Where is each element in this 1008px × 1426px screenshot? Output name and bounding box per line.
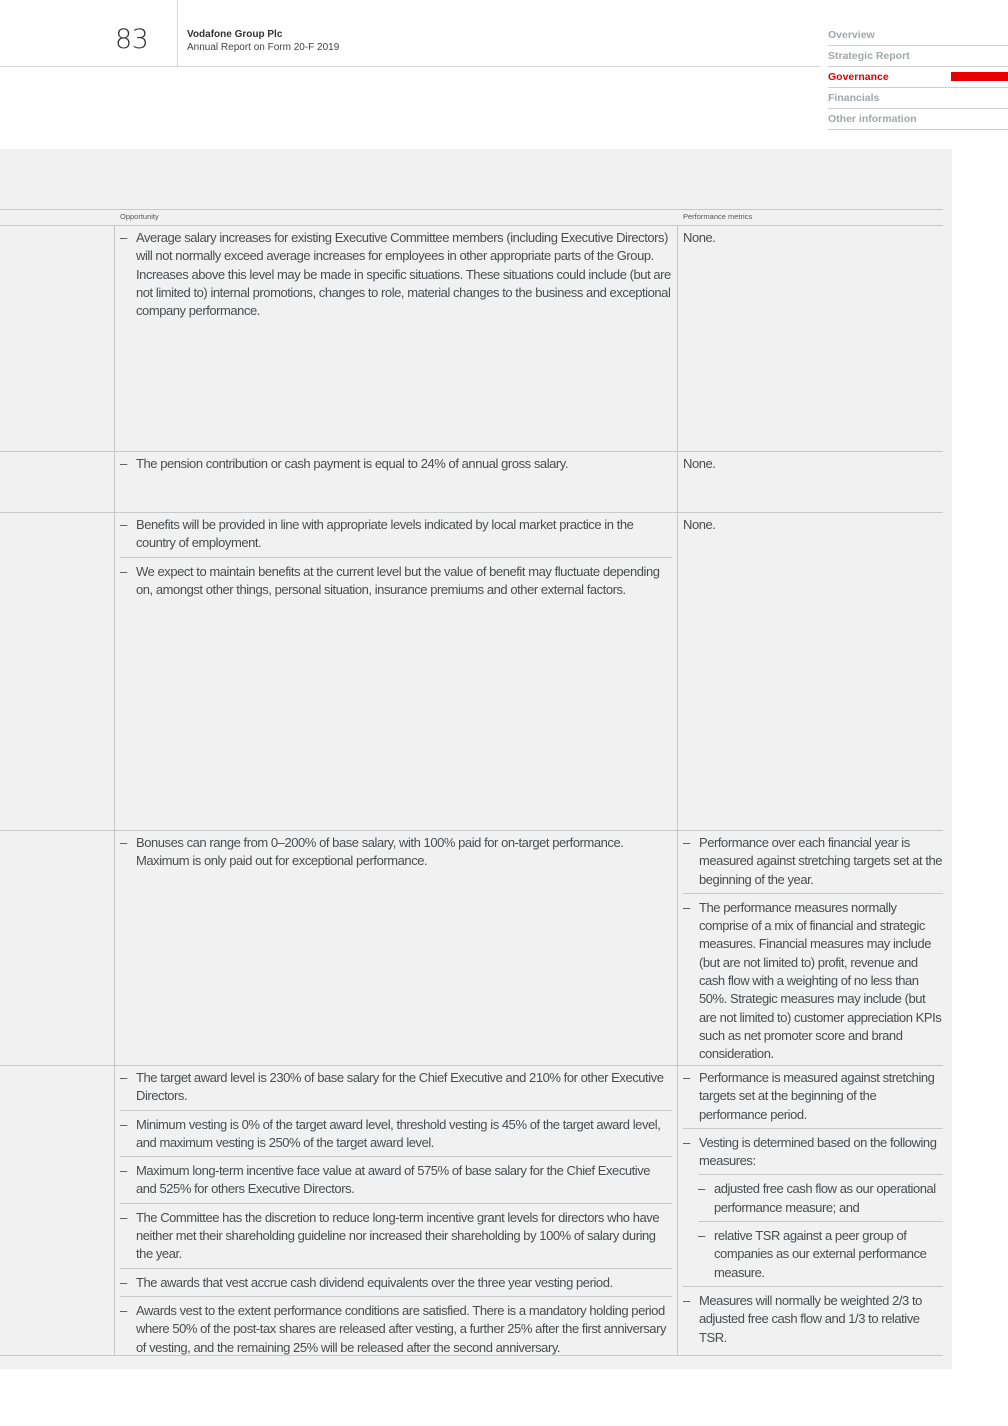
table-cell-item: – The target award level is 230% of base salary for the Chief Executive and 210% for other Executive Directors. — [120, 1069, 672, 1106]
row-rule — [0, 830, 943, 831]
table-cell-item: – Average salary increases for existing Executive Committee members (including Executive Directors) will not normally exceed average increases for employees in other appropriate parts of the Group. Increases above this level may be made in specific situations. These situations could include (but are not limited to) internal promotions, changes to role, material changes to the business and exceptional company performance. — [120, 229, 672, 320]
table-cell-subitem: – adjusted free cash flow as our operational performance measure; and — [698, 1180, 943, 1217]
item-divider — [120, 1203, 672, 1204]
table-cell-item: – Awards vest to the extent performance conditions are satisfied. There is a mandatory holding period where 50% of the post-tax shares are released after vesting, a further 25% after the first anniversary of vesting, and the remaining 25% will be released after the second anniversary. — [120, 1302, 672, 1357]
item-divider — [698, 1174, 943, 1175]
table-cell-item: – Minimum vesting is 0% of the target award level, threshold vesting is 45% of the target award level, and maximum vesting is 250% of the target award level. — [120, 1116, 672, 1153]
table-cell-item: – The Committee has the discretion to reduce long-term incentive grant levels for directors who have neither met their shareholding guideline nor increased their shareholding by 100% of salary during the year. — [120, 1209, 672, 1264]
table-cell-item: – Benefits will be provided in line with appropriate levels indicated by local market practice in the country of employment. — [120, 516, 672, 553]
nav-item-other-information[interactable] — [828, 109, 1008, 130]
table-top-rule — [0, 209, 943, 210]
nav-item-label: Financials — [828, 92, 880, 104]
nav-item-label: Strategic Report — [828, 50, 910, 62]
table-cell-item: – We expect to maintain benefits at the current level but the value of benefit may fluctuate depending on, amongst other things, personal situation, insurance premiums and other external factors. — [120, 563, 672, 600]
table-cell-item: – Performance is measured against stretching targets set at the beginning of the performance period. — [683, 1069, 943, 1124]
table-cell-item: – Maximum long-term incentive face value at award of 575% of base salary for the Chief Executive and 525% for others Executive Directors. — [120, 1162, 672, 1199]
nav-item-strategic-report[interactable] — [828, 46, 1008, 67]
item-divider — [120, 557, 672, 558]
nav-item-financials[interactable] — [828, 88, 1008, 109]
item-divider — [698, 1221, 943, 1222]
company-name: Vodafone Group Plc — [187, 29, 283, 40]
item-divider — [683, 1286, 943, 1287]
row-rule — [0, 512, 943, 513]
row-lti-performance — [683, 1069, 943, 1347]
table-cell-item: – The pension contribution or cash payment is equal to 24% of annual gross salary. — [120, 455, 672, 473]
row-bonus-performance — [683, 834, 943, 1064]
column-divider — [114, 225, 115, 1356]
row-lti-opportunity — [120, 1069, 672, 1357]
row-pension-performance: None. — [683, 456, 716, 471]
section-nav — [828, 25, 1008, 130]
row-salary-performance: None. — [683, 230, 716, 245]
table-cell-item: – Bonuses can range from 0–200% of base salary, with 100% paid for on-target performance. Maximum is only paid out for exceptional performance. — [120, 834, 672, 871]
header-divider — [177, 0, 178, 66]
table-cell-item: – Performance over each financial year is measured against stretching targets set at the beginning of the year. — [683, 834, 943, 889]
column-divider — [677, 225, 678, 1356]
active-section-marker — [951, 72, 1008, 81]
nav-item-label: Other information — [828, 113, 917, 125]
table-cell-subitem: – relative TSR against a peer group of companies as our external performance measure. — [698, 1227, 943, 1282]
nav-item-governance[interactable] — [828, 67, 1008, 88]
report-title: Annual Report on Form 20-F 2019 — [187, 42, 340, 53]
table-cell-item: – Vesting is determined based on the following measures: — [683, 1134, 943, 1171]
item-divider — [120, 1268, 672, 1269]
item-divider — [683, 1128, 943, 1129]
nav-item-label: Overview — [828, 29, 875, 41]
column-header-performance: Performance metrics — [683, 212, 753, 221]
table-cell-item: – The performance measures normally comprise of a mix of financial and strategic measures. Financial measures may include (but are not limited to) profit, revenue and cash flow with a weighting of no less than 50%. Strategic measures may include (but are not limited to) customer appreciation KPIs such as net promoter score and brand consideration. — [683, 899, 943, 1064]
row-rule — [0, 1065, 943, 1066]
nav-item-overview[interactable] — [828, 25, 1008, 46]
item-divider — [683, 893, 943, 894]
row-salary-opportunity — [120, 229, 672, 320]
row-benefits-performance: None. — [683, 517, 716, 532]
row-bonus-opportunity — [120, 834, 672, 871]
item-divider — [120, 1110, 672, 1111]
row-rule — [0, 451, 943, 452]
row-pension-opportunity — [120, 455, 672, 473]
item-divider — [120, 1296, 672, 1297]
column-header-opportunity: Opportunity — [120, 212, 159, 221]
table-cell-item: – The awards that vest accrue cash dividend equivalents over the three year vesting period. — [120, 1274, 672, 1292]
header-rule — [0, 66, 820, 67]
nav-item-label: Governance — [828, 71, 889, 83]
item-divider — [120, 1156, 672, 1157]
header-row-rule — [0, 225, 943, 226]
row-benefits-opportunity — [120, 516, 672, 599]
table-cell-item: – Measures will normally be weighted 2/3 to adjusted free cash flow and 1/3 to relative TSR. — [683, 1292, 943, 1347]
page-number: 83 — [115, 24, 149, 55]
